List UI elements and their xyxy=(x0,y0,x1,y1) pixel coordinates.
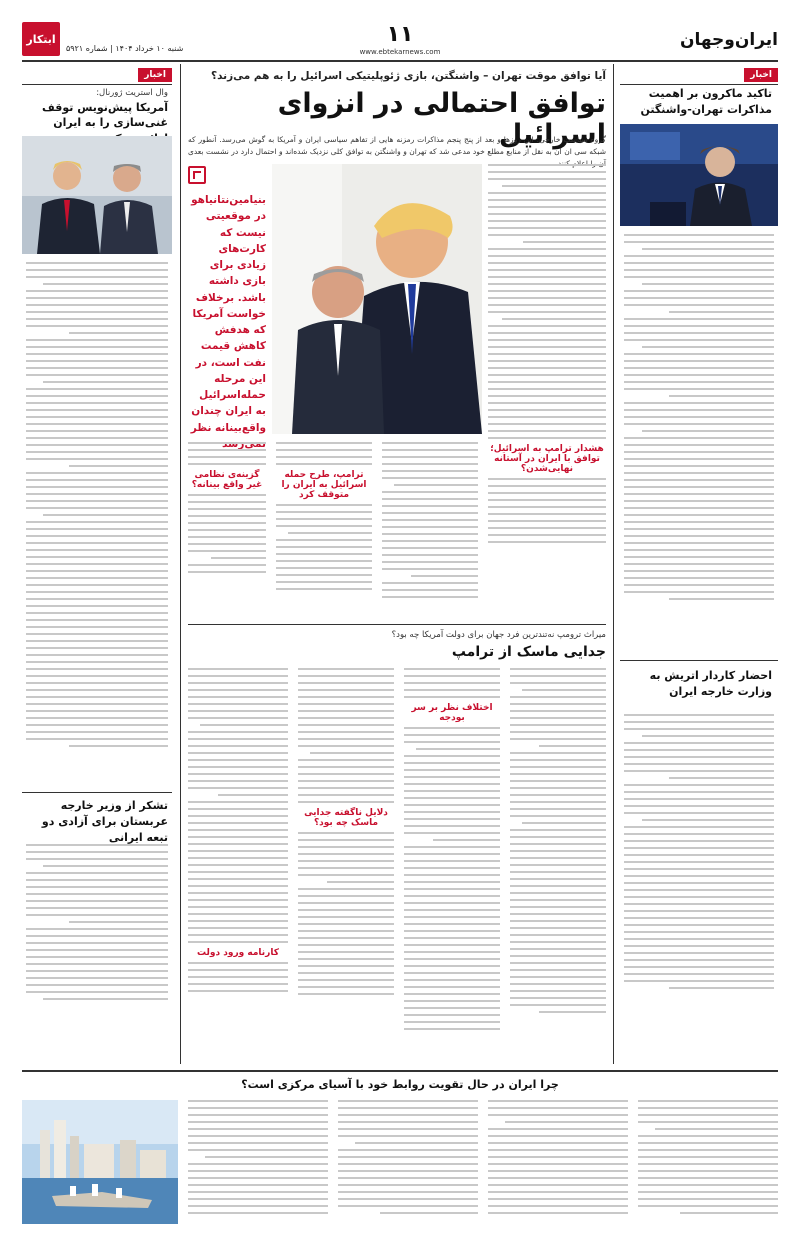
musk-body-column-1 xyxy=(510,668,606,1048)
section-title: ایران‌وجهان xyxy=(679,30,778,50)
musk-headline: جدایی ماسک از ترامپ xyxy=(451,644,606,660)
left-column-rule xyxy=(22,84,172,85)
right-column xyxy=(620,64,778,1064)
musk-subhead-1: اختلاف نظر بر سر بودجه xyxy=(411,703,493,723)
musk-kicker: میراث ترومپ نه‌تندترین فرد جهان برای دولت آمریکا چه بود؟ xyxy=(391,630,606,640)
trump-netanyahu-image xyxy=(272,164,482,434)
bottom-body-column-1 xyxy=(638,1100,778,1226)
musk-body-column-4 xyxy=(188,668,288,1048)
musk-body-column-3 xyxy=(298,668,394,1048)
page-number: ۱۱ xyxy=(386,22,414,47)
musk-story-rule xyxy=(188,624,606,625)
bottom-story xyxy=(22,1070,778,1230)
bottom-body-column-4 xyxy=(188,1100,328,1226)
macron-photo xyxy=(620,124,778,226)
right-column-rule xyxy=(620,84,778,85)
masthead-rule xyxy=(22,60,778,62)
right-headline: تاکید ماکرون بر اهمیت مذاکرات تهران-واشنگتن xyxy=(640,87,772,116)
bottom-body-column-2 xyxy=(488,1100,628,1226)
musk-body-column-2 xyxy=(404,668,500,1048)
column-separator-right xyxy=(613,64,614,1064)
lead-body-column-2 xyxy=(382,442,478,612)
left-column xyxy=(22,64,172,1064)
macron-photo-image xyxy=(620,124,778,226)
musk-story xyxy=(188,624,606,1064)
port-city-photo xyxy=(22,1100,178,1224)
lead-subhead-3: گزینه‌ی نظامی غیر واقع بینانه؟ xyxy=(191,470,263,490)
issue-info: شنبه ۱۰ خرداد ۱۴۰۴ | شماره ۵۹۲۱ xyxy=(66,44,184,53)
musk-subhead-3: کارنامه ورود دولت xyxy=(197,948,279,958)
lead-body-column-4 xyxy=(188,442,266,612)
left-second-headline: تشکر از وزیر خارجه عربستان برای آزادی دو تبعه ایرانی xyxy=(41,799,168,844)
lead-headline: توافق احتمالی در انزوای اسرائیل xyxy=(277,88,606,150)
right-divider xyxy=(620,660,778,661)
lead-subhead-1: هشدار ترامپ به اسرائیل؛ توافق با ایران در آستانه نهایی‌شدن؟ xyxy=(490,444,604,474)
left-headline: آمریکا پیش‌نویس توقف غنی‌سازی را به ایران xyxy=(42,101,168,130)
newspaper-logo xyxy=(22,22,60,56)
port-city-image xyxy=(22,1100,178,1224)
lead-body-column-3 xyxy=(276,442,372,612)
lead-story xyxy=(188,64,606,624)
right-body-text xyxy=(624,234,774,634)
lead-body-column-1 xyxy=(488,164,606,594)
right-second-body xyxy=(624,714,774,1034)
logo-text: ابتکار xyxy=(26,32,56,46)
column-separator-left xyxy=(180,64,181,1064)
bottom-body-column-3 xyxy=(338,1100,478,1226)
pull-quote-icon xyxy=(188,166,206,184)
left-byline: وال استریت ژورنال: xyxy=(96,88,168,98)
lead-kicker: آیا توافق موقت تهران – واشنگتن، بازی ژئوپلیتیکی اسرائیل را به هم می‌زند؟ xyxy=(210,70,606,82)
musk-subhead-2: دلایل ناگفته جدایی ماسک چه بود؟ xyxy=(304,808,388,828)
trump-aide-photo xyxy=(22,136,172,254)
news-tag: اخبار xyxy=(138,68,172,82)
news-tag: اخبار xyxy=(744,68,778,82)
lead-intro: گروه سیاست خارجی: این روزها و بعد از پنج پنجم مذاکرات رمزنه هایی از تفاهم سیاسی ایران و آمریکا به گوش می‌رسد. آنطور که شبکه سی ان ان به نقل از منابع مطلع خود مدعی شد که تهران و واشنگتن به توافق کلی نزدیک شده‌اند و احتمال دارد در نشست بعدی xyxy=(188,135,606,156)
trump-aide-photo-image xyxy=(22,136,172,254)
left-divider xyxy=(22,792,172,793)
left-second-body xyxy=(26,844,168,1034)
website-url: www.ebtekarnews.com xyxy=(359,48,441,56)
pull-quote: بنیامین‌نتانیاهو در موقعیتی نیست که کارت‌های زیادی برای بازی داشته باشد. برخلاف خواست آمریکا که هدفش کاهش قیمت نفت است، در این مرحله حمله‌اسرائیل به ایران چندان واقع‌بینانه نظر xyxy=(190,194,266,434)
masthead xyxy=(0,0,800,66)
bottom-story-rule xyxy=(22,1070,778,1072)
trump-netanyahu-photo xyxy=(272,164,482,434)
lead-subhead-2: ترامپ، طرح حمله اسرائیل به ایران را متوقف کرد xyxy=(281,470,367,500)
left-body-text xyxy=(26,262,168,762)
bottom-headline: چرا ایران در حال تقویت روابط خود با آسیای مرکزی است؟ xyxy=(241,1078,559,1091)
right-second-headline: احضار کاردار اتریش به وزارت خارجه ایران xyxy=(649,669,772,698)
